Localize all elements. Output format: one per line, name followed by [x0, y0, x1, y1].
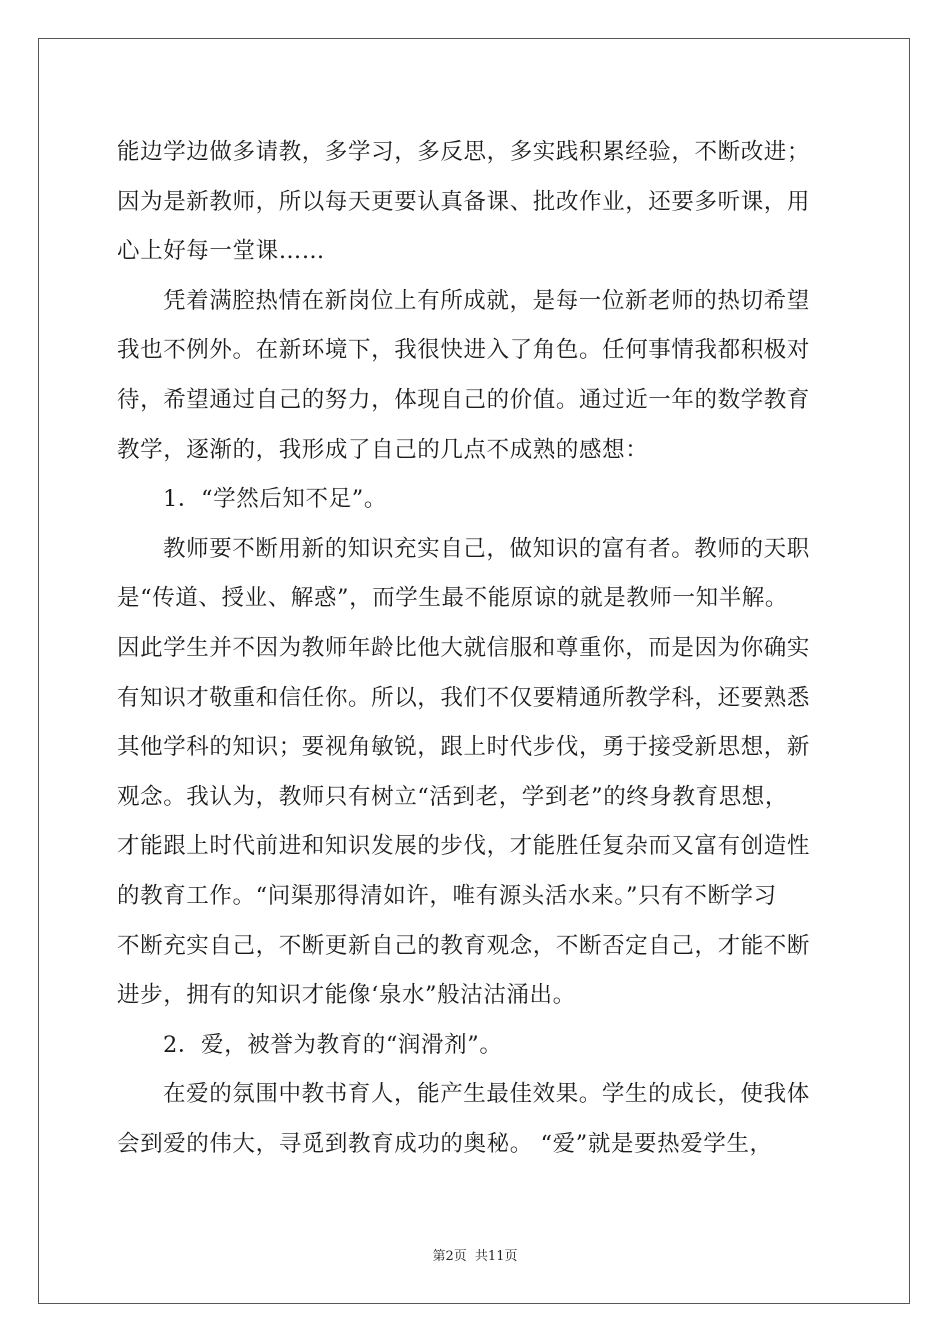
text-line: 因为是新教师，所以每天更要认真备课、批改作业，还要多听课，用 — [117, 188, 811, 215]
text-line: 2．爱，被誉为教育的“润滑剂”。 — [163, 1031, 503, 1058]
text-line: 心上好每一堂课…… — [117, 238, 325, 265]
document-body — [117, 128, 833, 1169]
text-line: 其他学科的知识；要视角敏锐，跟上时代步伐，勇于接受新思想，新 — [117, 734, 811, 761]
text-line: 会到爱的伟大，寻觅到教育成功的奥秘。 “爱”就是要热爱学生， — [117, 1130, 773, 1157]
text-line: 凭着满腔热情在新岗位上有所成就，是每一位新老师的热切希望 — [163, 287, 810, 314]
text-line: 因此学生并不因为教师年龄比他大就信服和尊重你，而是因为你确实 — [117, 634, 811, 661]
text-line: 教师要不断用新的知识充实自己，做知识的富有者。教师的天职 — [163, 535, 810, 562]
text-line: 待，希望通过自己的努力，体现自己的价值。通过近一年的数学教育 — [117, 386, 811, 413]
text-line: 我也不例外。在新环境下，我很快进入了角色。任何事情我都积极对 — [117, 337, 811, 364]
text-line: 观念。我认为，教师只有树立“活到老，学到老”的终身教育思想， — [117, 783, 789, 810]
text-line: 有知识才敬重和信任你。所以，我们不仅要精通所教学科，还要熟悉 — [117, 684, 811, 711]
text-line: 不断充实自己，不断更新自己的教育观念，不断否定自己，才能不断 — [117, 932, 811, 959]
text-line: 教学，逐渐的，我形成了自己的几点不成熟的感想： — [117, 436, 649, 463]
text-line: 能边学边做多请教，多学习，多反思，多实践积累经验，不断改进； — [117, 139, 811, 165]
text-line: 才能跟上时代前进和知识发展的步伐，才能胜任复杂而又富有创造性 — [117, 833, 811, 860]
text-line: 在爱的氛围中教书育人，能产生最佳效果。学生的成长，使我体 — [163, 1081, 810, 1108]
page-footer: 第2页 共11页 — [432, 1249, 518, 1264]
text-line: 进步，拥有的知识才能像‘泉水”般沽沽涌出。 — [117, 982, 576, 1009]
text-line: 1．“学然后知不足”。 — [163, 486, 387, 513]
text-line: 是“传道、授业、解惑”，而学生最不能原谅的就是教师一知半解。 — [117, 585, 789, 612]
text-line: 的教育工作。“问渠那得清如许，唯有源头活水来。”只有不断学习 — [117, 882, 777, 909]
